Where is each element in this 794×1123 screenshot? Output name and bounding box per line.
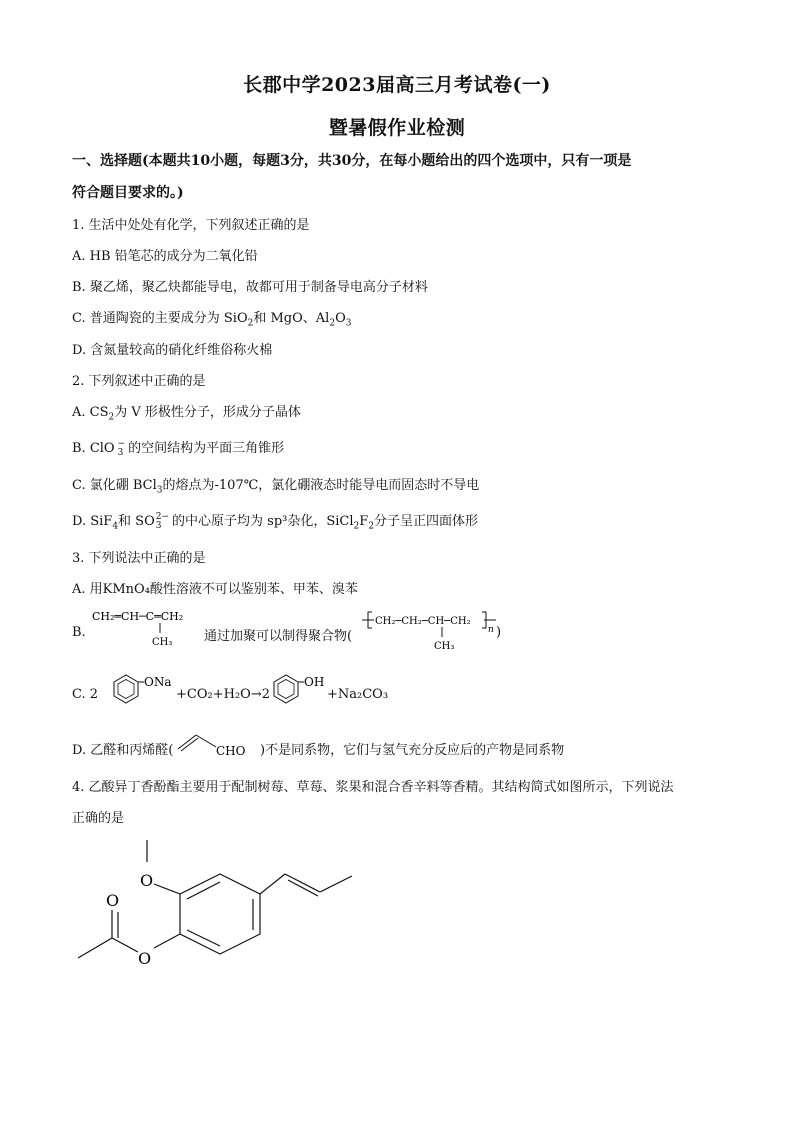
q3-option-b-text: 通过加聚可以制得聚合物( (204, 629, 353, 644)
isoeugenol-acetate-structure (70, 834, 370, 974)
oh-label: OH (304, 675, 325, 689)
acrolein-single-bond (196, 735, 216, 747)
exam-title: 长郡中学2023届高三月考试卷(一) (243, 74, 551, 96)
q2-option-b: B. ClO − 3 的空间结构为平面三角锥形 (72, 438, 285, 458)
methoxy-ring-bond (154, 884, 180, 894)
q1-option-c-text-2: 和 MgO、Al (253, 311, 330, 326)
q2-option-d-text-2: 和 SO (118, 514, 155, 529)
q1-option-c-text-1: C. 普通陶瓷的主要成分为 SiO (72, 311, 248, 326)
ester-o-c-bond (112, 938, 138, 952)
ester-ring-bond (154, 934, 180, 948)
benzene-ring-inner (118, 680, 134, 699)
cho-label: CHO (216, 744, 246, 758)
q2-option-d: D. SiF$_4$和 SO 2− 3 的中心原子均为 sp³杂化，$SiCl_2F_2$分子呈正四面体形 (72, 511, 479, 532)
q4-stem-line2: 正确的是 (72, 811, 125, 826)
carbonyl-o: O (106, 891, 120, 910)
q2-stem: 2. 下列叙述中正确的是 (72, 374, 206, 389)
ring-double-bond-1 (187, 882, 220, 899)
q3-option-c-text: +CO₂+H₂O→2 (176, 687, 270, 702)
q2-option-b-text-2: 的空间结构为平面三角锥形 (128, 441, 285, 456)
q2-option-c: C. 氯化硼 BCl$_3$的熔点为-107℃，氯化硼液态时能导电而固态时不导电 (72, 478, 480, 496)
q2-option-a-text-1: A. CS (72, 405, 109, 420)
acetyl-methyl-bond (78, 938, 112, 958)
q2-option-d-text-5: 分子呈正四面体形 (374, 514, 479, 529)
q2-option-b-text-1: B. ClO (72, 441, 115, 456)
q2-option-d-text-1: D. SiF (72, 514, 113, 529)
q3-option-a: A. 用KMnO₄酸性溶液不可以鉴别苯、甲苯、溴苯 (72, 582, 358, 597)
section-instruction-line2: 符合题目要求的。) (72, 185, 184, 201)
aromatic-ring (180, 874, 260, 954)
exam-subtitle: 暨暑假作业检测 (328, 117, 466, 139)
q3-option-b-label: B. (72, 625, 86, 640)
q1-option-b: B. 聚乙烯，聚乙炔都能导电，故都可用于制备导电高分子材料 (72, 280, 428, 295)
q1-option-d: D. 含氮量较高的硝化纤维俗称火棉 (72, 343, 273, 358)
polymer-n: n (488, 625, 494, 635)
q2-option-c-text-1: C. 氯化硼 BCl (72, 478, 157, 493)
monomer-methyl: CH₃ (152, 637, 173, 648)
q3-option-d-text-2: )不是同系物，它们与氢气充分反应后的产物是同系物 (260, 743, 565, 758)
ring-double-bond-3 (187, 930, 220, 946)
sodium-phenoxide-structure (96, 672, 186, 716)
q2-option-a-text-2: 为 V 形极性分子，形成分子晶体 (114, 405, 301, 420)
q2-option-c-text-2: 的熔点为-107℃，氯化硼液态时能导电而固态时不导电 (162, 478, 480, 493)
acrolein-structure (176, 729, 246, 759)
methoxy-o: O (140, 871, 154, 890)
q1-stem: 1. 生活中处处有化学，下列叙述正确的是 (72, 218, 310, 233)
q3-stem: 3. 下列说法中正确的是 (72, 551, 206, 566)
q4-stem-line1: 4. 乙酸异丁香酚酯主要用于配制树莓、草莓、浆果和混合香辛料等香精。其结构简式如图所示，下列说法 (72, 780, 674, 795)
propenyl-bond-3 (320, 876, 352, 892)
ona-label: ONa (144, 675, 172, 689)
q3-option-c-label: C. 2 (72, 687, 99, 702)
propenyl-double-bond-a (285, 874, 320, 892)
q2-option-a: A. $CS_2$为 V 形极性分子，形成分子晶体 (72, 405, 301, 423)
q3-option-c-end: +Na₂CO₃ (327, 687, 389, 702)
q2-option-d-text-3: 的中心原子均为 sp³杂化，SiCl (172, 514, 354, 529)
section-instruction-line1: 一、选择题(本题共10小题，每题3分，共30分，在每小题给出的四个选项中，只有一项是 (72, 153, 632, 169)
polymer-chain: CH₂─CH₂─CH─CH₂ (375, 616, 471, 627)
q3-option-d-text-1: D. 乙醛和丙烯醛( (72, 743, 174, 758)
q2-option-d-text-4: F (359, 514, 369, 529)
polymer-structure (358, 606, 508, 656)
monomer-formula: CH₂═CH─C═CH₂ (92, 610, 184, 623)
polymer-methyl: CH₃ (434, 641, 455, 652)
q1-option-c: C. 普通陶瓷的主要成分为 SiO$_2$和 MgO、$Al_2O_3$ (72, 311, 352, 329)
benzene-ring-phenol-inner (278, 680, 294, 699)
ester-o: O (138, 949, 152, 968)
q3-option-b-close: ) (496, 625, 502, 640)
propenyl-bond-1 (260, 874, 285, 894)
q1-option-a: A. HB 铅笔芯的成分为二氧化铅 (72, 249, 258, 264)
